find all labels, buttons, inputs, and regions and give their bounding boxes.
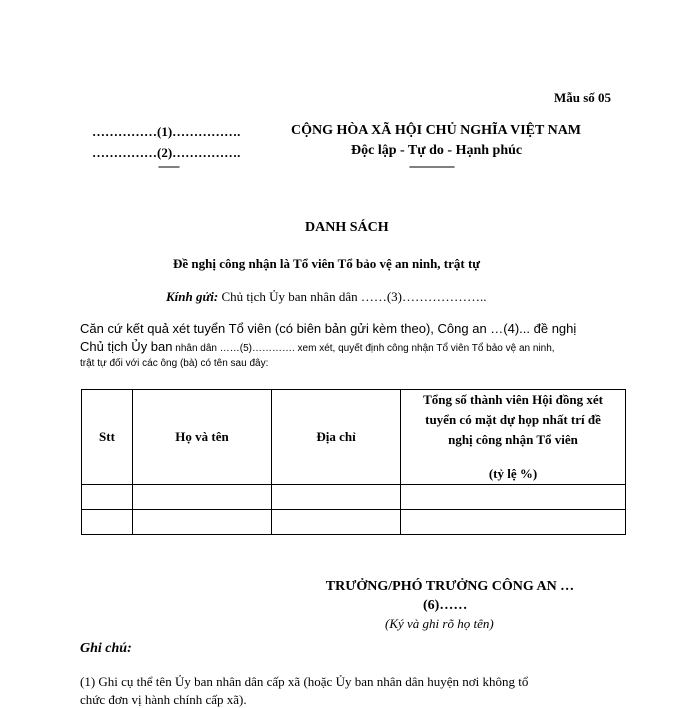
table-cell — [401, 485, 626, 510]
agency-divider: ------- — [158, 159, 179, 173]
signer-title: TRƯỞNG/PHÓ TRƯỞNG CÔNG AN … — [325, 579, 575, 594]
signer-name-slot: (6)…… — [423, 598, 468, 613]
table-cell — [133, 485, 272, 510]
table-cell — [133, 510, 272, 535]
addressee-value: Chủ tịch Ủy ban nhân dân ……(3)……………….. — [221, 289, 487, 304]
table-cell — [82, 510, 133, 535]
header-total — [401, 390, 626, 485]
header-address: Địa chỉ — [272, 390, 401, 485]
table-header-row — [82, 390, 626, 485]
note-item-1: (1) Ghi cụ thể tên Ủy ban nhân dân cấp xã (hoặc Ủy ban nhân dân huyện nơi không tổ — [80, 674, 529, 689]
body-line-2-main: Chủ tịch Ủy ban — [80, 339, 173, 354]
signer-instruction: (Ký và ghi rõ họ tên) — [385, 616, 494, 631]
header-total-line-1: Tổng số thành viên Hội đồng xét — [423, 392, 603, 407]
body-line-2-small: nhân dân ……(5)…………. xem xét, quyết định công nhận Tổ viên Tổ bảo vệ an ninh, — [172, 343, 555, 354]
nation-motto: Độc lập - Tự do - Hạnh phúc — [351, 143, 523, 158]
table-row — [82, 510, 626, 535]
body-line-3: trật tự đối với các ông (bà) có tên sau đây: — [80, 358, 269, 369]
table-cell — [272, 485, 401, 510]
header-stt: Stt — [82, 390, 133, 485]
table-cell — [82, 485, 133, 510]
body-line-2 — [80, 339, 555, 354]
table-cell — [272, 510, 401, 535]
header-total-line-2: tuyển có mặt dự họp nhất trí đề — [425, 412, 601, 427]
addressee-label: Kính gửi: — [166, 289, 219, 304]
table-row — [82, 485, 626, 510]
body-line-1: Căn cứ kết quả xét tuyển Tổ viên (có biên bản gửi kèm theo), Công an …(4)... đề nghị — [80, 321, 577, 336]
document-subtitle: Đề nghị công nhận là Tổ viên Tổ bảo vệ an ninh, trật tự — [173, 256, 481, 271]
agency-line-1: ……………(1)……………. — [92, 124, 241, 139]
addressee — [166, 289, 487, 305]
header-total-line-4: (tỷ lệ %) — [488, 466, 538, 481]
header-total-line-3: nghị công nhận Tổ viên — [448, 432, 578, 447]
header-name: Họ và tên — [133, 390, 272, 485]
nation-divider: --------------- — [409, 159, 454, 173]
table-cell — [401, 510, 626, 535]
form-number: Mẫu số 05 — [554, 90, 612, 105]
note-heading: Ghi chú: — [80, 641, 132, 656]
document-title: DANH SÁCH — [305, 220, 389, 235]
candidate-table — [81, 389, 626, 535]
note-item-1-continued: chức đơn vị hành chính cấp xã). — [80, 692, 247, 707]
agency-line-2: ……………(2)……………. — [92, 145, 241, 160]
nation-title: CỘNG HÒA XÃ HỘI CHỦ NGHĨA VIỆT NAM — [291, 123, 582, 138]
